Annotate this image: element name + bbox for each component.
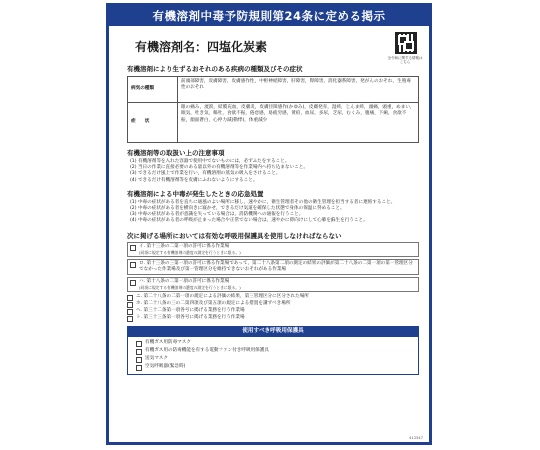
emergency-heading: 有機溶剤による中毒が発生したときの応急処置: [127, 189, 264, 198]
qr-caption: 全令和に関する情報はこちら: [387, 56, 423, 64]
list-item: [130, 244, 416, 255]
ppe-heading: 使用すべき呼吸用保護具: [127, 326, 419, 337]
sign-title: 有機溶剤中毒予防規則第24条に定める掲示: [109, 6, 429, 26]
mask-item-text: ヘ. 第三十二条第一項各号に掲げる業務を行う作業場: [136, 307, 245, 313]
list-item: (4) できるだけ有機溶剤等を皮膚にふれないようにすること。: [130, 177, 258, 183]
list-item: (2) 当日の作業に直接必要のある量以外の有機溶剤等を作業場内へ持ち込まないこと。: [130, 165, 308, 171]
ppe-item-text: 有機ガス用の防毒機能を有する電動ファン付き呼吸用保護具: [145, 347, 269, 353]
list-item: [127, 315, 419, 322]
disease-table: [127, 76, 419, 143]
list-item: (2) 中毒の症状がある者を横向きに寝かせ，できるだけ気道を確保した状態で身体の保温に努めること。: [130, 206, 345, 212]
list-item: [136, 356, 418, 363]
checkbox[interactable]: [127, 302, 133, 308]
table-row: [128, 103, 419, 143]
mask-item-text: ロ. 第十三条の三第一項の許可に係る作業場であって，第二十八条第二項の測定の結果の評価が第二十八条の二第一項の第一管理区分でなかった作業場及び第一管理区分を維持できないおそれがある作業場: [139, 260, 413, 272]
list-item: [130, 279, 416, 290]
mask-box: [127, 242, 419, 257]
mask-item-note: (同項に規定する有機溶剤の濃度の測定を行うときに限る。): [139, 284, 241, 290]
mask-box: [127, 277, 419, 292]
checkbox[interactable]: [130, 280, 136, 286]
checkbox[interactable]: [136, 349, 142, 355]
ppe-item-text: 空気呼吸器(緊急時): [145, 363, 186, 369]
mask-item-text: ホ. 第二十八条の三の二第四項及び第五項の規定による措置を講ずべき場所: [136, 300, 291, 306]
table-row: [128, 77, 419, 103]
list-item: (3) できるだけ風上で作業を行い，有機溶剤の蒸気の吸入をさけること。: [130, 171, 281, 177]
symptom-label: 症 状: [128, 103, 178, 143]
ppe-item-text: 有機ガス用防毒マスク: [145, 339, 191, 345]
handling-heading: 有機溶剤等の取扱い上の注意事項: [127, 149, 225, 157]
product-code: 412547: [409, 436, 423, 440]
checkbox[interactable]: [130, 245, 136, 251]
ppe-item-text: 送気マスク: [145, 355, 168, 361]
sign-board: [106, 3, 432, 445]
list-item: (1) 有機溶剤等を入れた容器で使用中でないものには，必ずふたをすること。: [130, 159, 290, 164]
ppe-list: [127, 337, 419, 375]
list-item: (3) 中毒の症状がある者が意識を失っている場合は，消防機関への通報を行うこと。: [130, 212, 304, 218]
checkbox[interactable]: [127, 309, 133, 315]
mask-heading: 次に掲げる場所においては有効な呼吸用保護具を使用しなければならない: [127, 231, 342, 240]
list-item: [136, 364, 418, 371]
substance-row: [109, 26, 429, 64]
mask-item-text: ト. 第三十三条第一項各号に掲げる業務を行う作業場: [136, 314, 245, 320]
list-item: [130, 261, 416, 273]
checkbox[interactable]: [127, 295, 133, 301]
symptom-text: 眼の痛み，流涙，結膜充血，皮膚炎，皮膚径障感作(かゆみ)，皮膚発赤，湿疹，じんま疹，頭痛，頭重，めまい，眠気，吐き気，嘔吐，食欲不振，倦怠感，易疲労感，黄疸，血尿，多尿，乏尿，むくみ，腹痛，下痢，食欲不振，顔面蒼白，心停力減(動悸)，体重減少: [178, 103, 419, 143]
mask-box: [127, 259, 419, 275]
disease-kind-text: 前頭部障害，皮膚障害，皮膚感作性，中枢神経障害，肝障害，腎障害，消化器系障害，発がんのおそれ，生殖毒性のおそれ: [178, 77, 419, 103]
mask-item-text: ハ. 第十八条の二第一項の許可に係る作業場: [139, 278, 230, 284]
list-item: [136, 348, 418, 355]
list-item: [127, 294, 419, 301]
list-item: [127, 308, 419, 315]
list-item: (1) 中毒の症状がある者を直ちに通風のよい場所に移し，速やかに，衛生管理者その他の衛生管理を担当する者に連絡すること。: [130, 199, 396, 205]
emergency-list: [127, 200, 419, 225]
list-item: [136, 340, 418, 347]
mask-item-note: (同項に規定する有機溶剤の濃度の測定を行うときに限る。): [139, 249, 241, 255]
list-item: [127, 301, 419, 308]
disease-kind-label: 病気の種類: [128, 77, 178, 103]
checkbox[interactable]: [136, 357, 142, 363]
list-item: (4) 中毒の症状がある者の呼吸が止まった場合や正常でない場合は，速やかに仰向けにして心肺を蘇生を行うこと。: [130, 218, 368, 224]
mask-item-text: イ. 第十三条の二第一項の許可に係る作業場: [139, 243, 230, 249]
mask-item-text: ニ. 第二十八条の二第一項の規定による評価の結果，第三管理区分に区分された場所: [136, 293, 309, 299]
substance-name: 有機溶剤名：四塩化炭素: [135, 40, 268, 54]
checkbox[interactable]: [127, 316, 133, 322]
checkbox[interactable]: [130, 262, 136, 268]
checkbox[interactable]: [136, 341, 142, 347]
qr-code-icon: [395, 32, 417, 54]
disease-heading: 有機溶剤により生ずるおそれのある疾病の種類及びその症状: [127, 65, 303, 73]
checkbox[interactable]: [136, 365, 142, 371]
handling-list: [127, 159, 419, 184]
